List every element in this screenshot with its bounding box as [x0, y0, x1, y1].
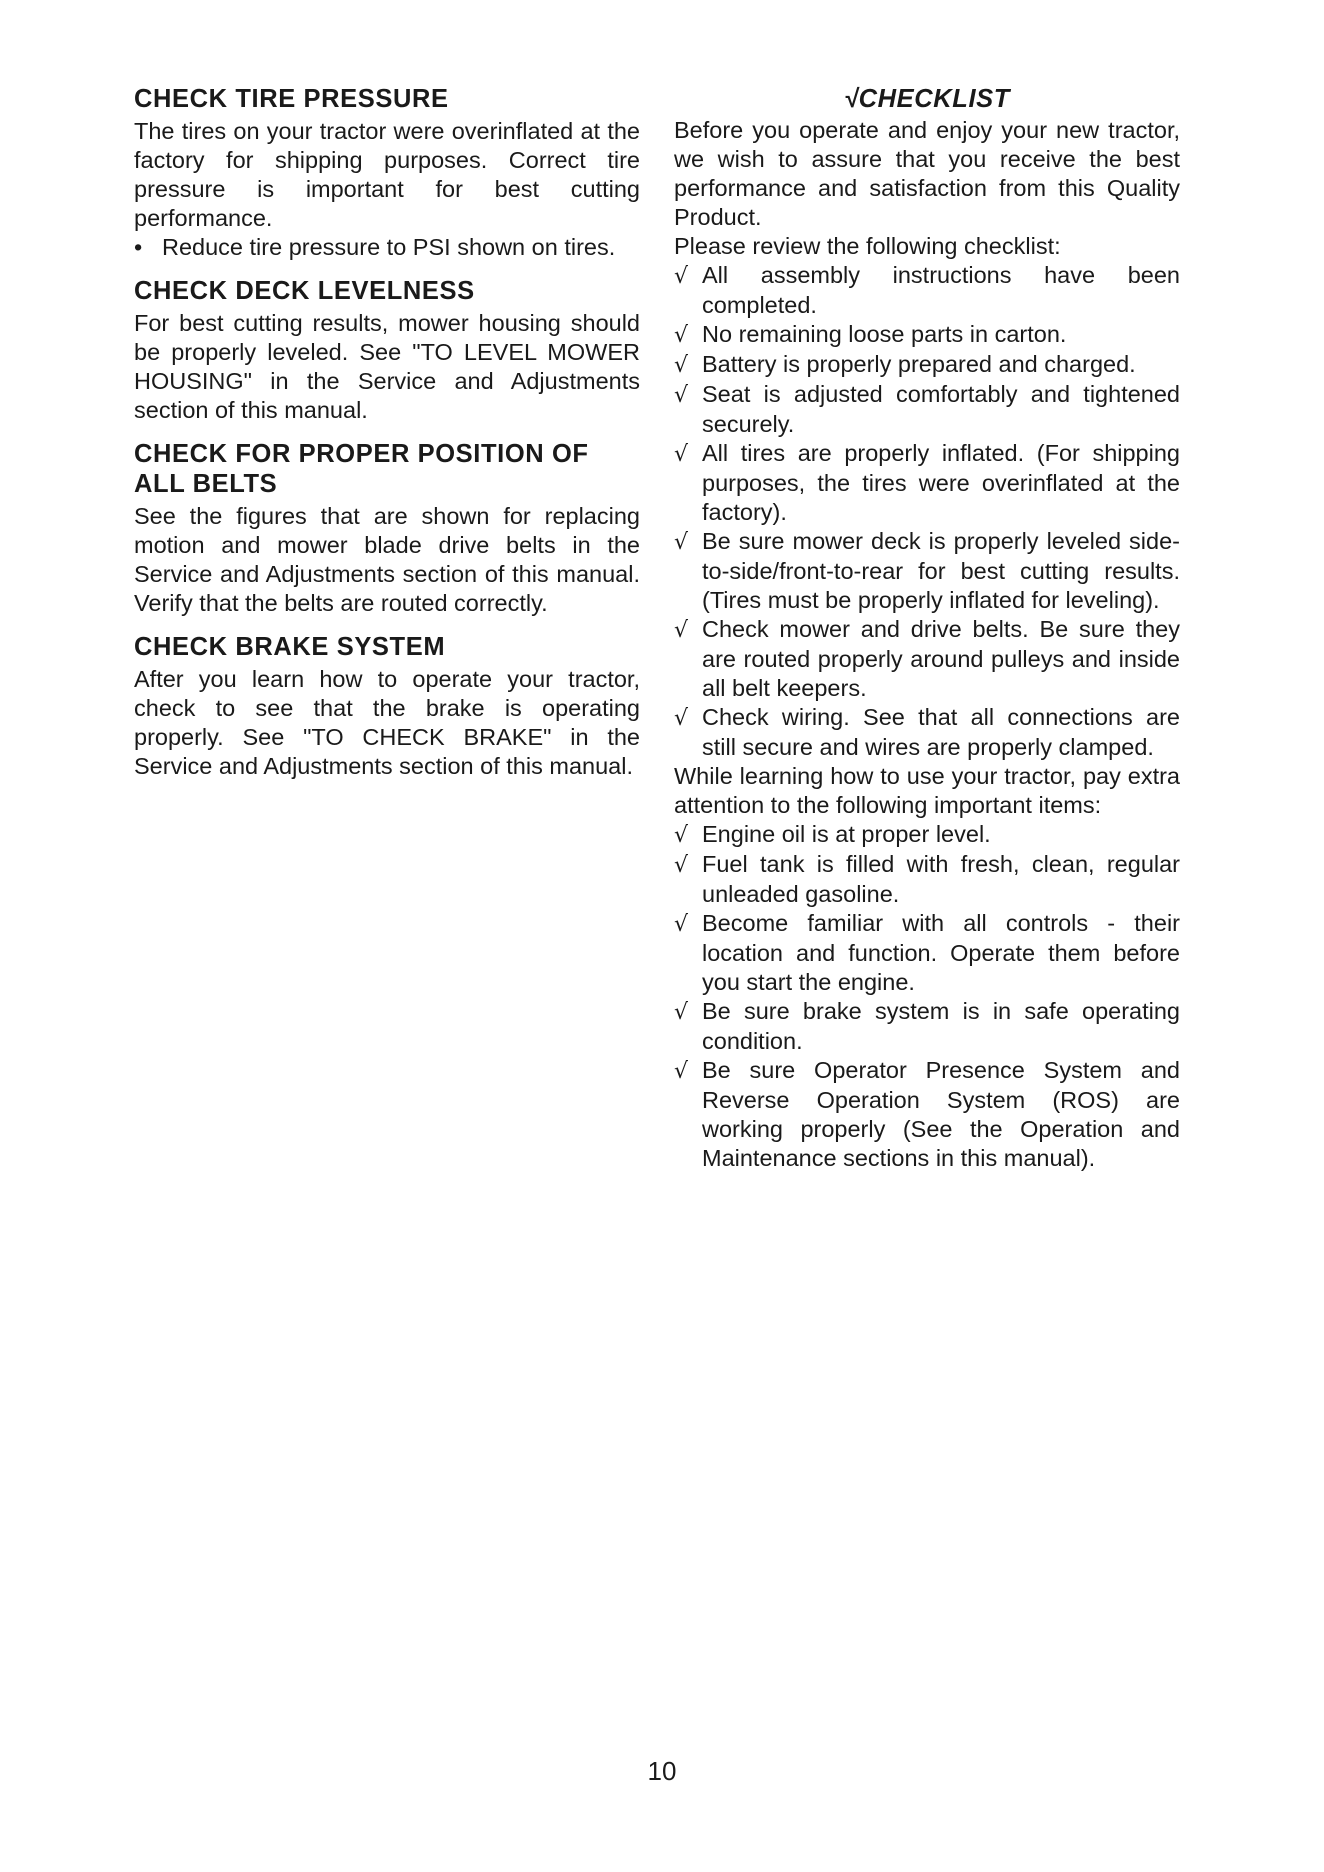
- checklist-item: [674, 439, 1180, 527]
- section-heading: CHECK TIRE PRESSURE: [134, 85, 449, 113]
- checklist-item-text: Be sure brake system is in safe operating condition.: [702, 998, 1180, 1054]
- bullet-item: [134, 233, 640, 262]
- checkmark-icon: √: [674, 1059, 689, 1084]
- section-paragraph: The tires on your tractor were overinflated at the factory for shipping purposes. Correct tire pressure is important for best cutting performance.: [134, 118, 640, 231]
- checklist-intro: Before you operate and enjoy your new tractor, we wish to assure that you receive the best performance and satisfaction from this Quality Product.: [674, 117, 1180, 230]
- section-heading: CHECK FOR PROPER POSITION OF ALL BELTS: [134, 440, 589, 498]
- checklist-item: [674, 997, 1180, 1056]
- checklist-item: [674, 350, 1180, 380]
- checklist-item-text: Battery is properly prepared and charged.: [702, 351, 1136, 377]
- learning-checklist: [674, 820, 1180, 1173]
- checklist-item: [674, 1056, 1180, 1173]
- section-tire-pressure: [134, 84, 640, 262]
- checklist-item: [674, 261, 1180, 320]
- checklist-item: [674, 909, 1180, 997]
- checklist: [674, 261, 1180, 762]
- checkmark-icon: √: [674, 442, 689, 467]
- checkmark-icon: √: [674, 264, 689, 289]
- checklist-item-text: Fuel tank is filled with fresh, clean, regular unleaded gasoline.: [702, 851, 1180, 907]
- checklist-item-text: Check mower and drive belts. Be sure they are routed properly around pulleys and inside all belt keepers.: [702, 616, 1180, 701]
- section-brake-system: [134, 632, 640, 781]
- checklist-review-prompt: Please review the following checklist:: [674, 233, 1061, 259]
- checklist-item-text: All assembly instructions have been completed.: [702, 262, 1180, 318]
- checkmark-icon: √: [674, 1000, 689, 1025]
- checklist-item-text: Seat is adjusted comfortably and tightened securely.: [702, 381, 1180, 437]
- checklist-item: [674, 850, 1180, 909]
- right-column: [674, 84, 1180, 1173]
- checkmark-icon: √: [674, 530, 689, 555]
- checklist-item-text: No remaining loose parts in carton.: [702, 321, 1067, 347]
- section-deck-levelness: [134, 276, 640, 425]
- checkmark-icon: √: [674, 383, 689, 408]
- page-number: 10: [647, 1756, 677, 1786]
- section-paragraph: See the figures that are shown for replacing motion and mower blade drive belts in the Service and Adjustments section of this manual. Verify that the belts are routed correctly.: [134, 503, 640, 616]
- section-paragraph: After you learn how to operate your tractor, check to see that the brake is operating properly. See "TO CHECK BRAKE" in the Service and Adjustments section of this manual.: [134, 666, 640, 779]
- learning-intro: While learning how to use your tractor, pay extra attention to the following important items:: [674, 763, 1180, 818]
- checklist-item-text: Engine oil is at proper level.: [702, 821, 991, 847]
- bullet-text: Reduce tire pressure to PSI shown on tires.: [162, 234, 616, 260]
- section-heading: CHECK DECK LEVELNESS: [134, 277, 475, 305]
- checklist-item-text: All tires are properly inflated. (For shipping purposes, the tires were overinflated at the factory).: [702, 440, 1180, 525]
- checkmark-icon: √: [674, 853, 689, 878]
- checklist-item-text: Check wiring. See that all connections are still secure and wires are properly clamped.: [702, 704, 1180, 760]
- section-paragraph: For best cutting results, mower housing should be properly leveled. See "TO LEVEL MOWER HOUSING" in the Service and Adjustments section of this manual.: [134, 310, 640, 423]
- left-column: [134, 84, 640, 795]
- checkmark-icon: √: [674, 912, 689, 937]
- checklist-item-text: Become familiar with all controls - their location and function. Operate them before you start the engine.: [702, 910, 1180, 995]
- checklist-item: [674, 527, 1180, 615]
- checklist-item: [674, 380, 1180, 439]
- section-heading: CHECK BRAKE SYSTEM: [134, 633, 446, 661]
- checklist-item: [674, 320, 1180, 350]
- checklist-item-text: Be sure mower deck is properly leveled side-to-side/front-to-rear for best cutting results. (Tires must be properly inflated for leveling).: [702, 528, 1180, 613]
- checklist-item: [674, 820, 1180, 850]
- checkmark-icon: √: [674, 323, 689, 348]
- checkmark-icon: √: [674, 823, 689, 848]
- checkmark-icon: √: [674, 706, 689, 731]
- bullet-dot-icon: •: [134, 234, 143, 260]
- checkmark-icon: √: [674, 353, 689, 378]
- checklist-title: √CHECKLIST: [844, 85, 1010, 113]
- checklist-item: [674, 703, 1180, 762]
- checklist-item: [674, 615, 1180, 703]
- section-belt-position: [134, 439, 640, 618]
- checkmark-icon: √: [674, 618, 689, 643]
- checklist-item-text: Be sure Operator Presence System and Reverse Operation System (ROS) are working properly (See the Operation and Maintenance sections in this manual).: [702, 1057, 1180, 1171]
